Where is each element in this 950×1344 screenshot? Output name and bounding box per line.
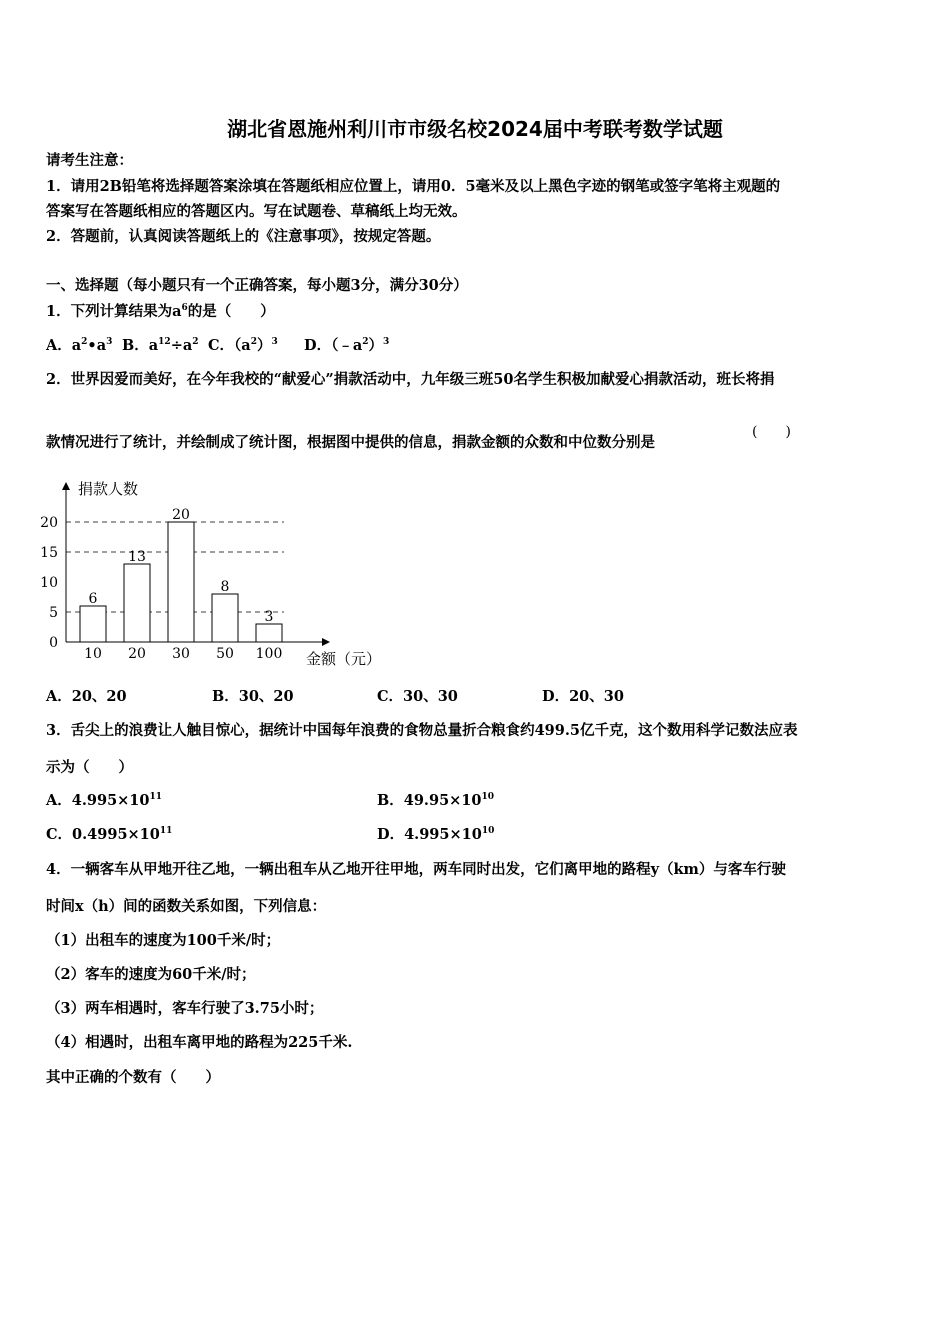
question-4-statement-4: （4）相遇时，出租车离甲地的路程为225千米. — [46, 1034, 353, 1051]
question-4-line-1: 4．一辆客车从甲地开往乙地，一辆出租车从乙地开往甲地，两车同时出发，它们离甲地的路程y（km）与客车行驶 — [46, 861, 786, 878]
y-tick-label-20: 20 — [40, 515, 58, 531]
question-2-option-d[interactable]: D．20、30 — [542, 688, 624, 705]
question-4-statement-1: （1）出租车的速度为100千米/时； — [46, 932, 281, 949]
y-tick-label-15: 15 — [40, 545, 58, 561]
question-2-option-b[interactable]: B．30、20 — [212, 688, 294, 705]
question-1-option-c[interactable]: C．$(a^2)^3$ — [208, 337, 278, 354]
question-3-option-b[interactable]: B．$49.95\times 10^{10}$ — [377, 792, 495, 809]
question-2-option-c[interactable]: C．30、30 — [377, 688, 458, 705]
donation-bar-chart — [40, 474, 390, 674]
x-tick-label-30: 30 — [172, 646, 190, 662]
bars — [80, 522, 282, 642]
bar-50 — [212, 594, 238, 642]
question-2-line-1: 2．世界因爱而美好，在今年我校的“献爱心”捐款活动中，九年级三班50名学生积极加献爱心捐款活动，班长将捐 — [46, 371, 775, 388]
bar-100 — [256, 624, 282, 642]
notice-item-2: 2．答题前，认真阅读答题纸上的《注意事项》，按规定答题。 — [46, 228, 441, 245]
y-tick-label-5: 5 — [49, 605, 58, 621]
bar-value-label-100: 3 — [264, 609, 274, 625]
y-tick-label-10: 10 — [40, 575, 58, 591]
question-1-option-b[interactable]: B．$a^{12}\div a^2$ — [122, 337, 199, 354]
question-1-option-a[interactable]: A．$a^2•a^3$ — [46, 337, 113, 354]
x-tick-label-20: 20 — [128, 646, 146, 662]
question-4-ask: 其中正确的个数有（ ） — [46, 1069, 220, 1086]
question-3-line-2: 示为（ ） — [46, 759, 133, 776]
bar-20 — [124, 564, 150, 642]
question-2-answer-paren: ( ) — [752, 424, 791, 440]
question-4-statement-2: （2）客车的速度为60千米/时； — [46, 966, 256, 983]
question-1-stem: 1．下列计算结果为$a^6$的是（ ） — [46, 303, 275, 320]
y-tick-label-0: 0 — [49, 635, 58, 651]
question-3-option-d[interactable]: D．$4.995\times 10^{10}$ — [377, 826, 495, 843]
bar-value-label-10: 6 — [88, 591, 98, 607]
page-title: 湖北省恩施州利川市市级名校2024届中考联考数学试题 — [227, 117, 723, 141]
bar-value-label-20: 13 — [128, 549, 146, 565]
notice-heading: 请考生注意： — [46, 152, 133, 169]
question-3-option-a[interactable]: A．$4.995\times 10^{11}$ — [46, 792, 163, 809]
section-heading: 一、选择题（每小题只有一个正确答案，每小题3分，满分30分） — [46, 277, 468, 294]
notice-item-1-line-1: 1．请用2B铅笔将选择题答案涂填在答题纸相应位置上，请用0．5毫米及以上黑色字迹的钢笔或签字笔将主观题的 — [46, 178, 781, 195]
question-4-line-2: 时间x（h）间的函数关系如图，下列信息： — [46, 898, 327, 915]
x-axis-label: 金额（元） — [306, 650, 382, 668]
bar-10 — [80, 606, 106, 642]
x-tick-label-10: 10 — [84, 646, 102, 662]
question-3-line-1: 3．舌尖上的浪费让人触目惊心，据统计中国每年浪费的食物总量折合粮食约499.5亿千克，这个数用科学记数法应表 — [46, 722, 798, 739]
notice-item-1-line-2: 答案写在答题纸相应的答题区内。写在试题卷、草稿纸上均无效。 — [46, 203, 467, 220]
question-4-statement-3: （3）两车相遇时，客车行驶了3.75小时； — [46, 1000, 324, 1017]
y-axis-label: 捐款人数 — [78, 480, 139, 498]
x-tick-label-100: 100 — [255, 646, 283, 662]
bar-30 — [168, 522, 194, 642]
question-2-line-2: 款情况进行了统计，并绘制成了统计图，根据图中提供的信息，捐款金额的众数和中位数分别是 — [46, 434, 655, 451]
question-1-option-d[interactable]: D．$(﹣a^2)^3$ — [304, 337, 390, 354]
x-tick-label-50: 50 — [216, 646, 234, 662]
question-2-option-a[interactable]: A．20、20 — [46, 688, 127, 705]
x-tick-labels — [84, 646, 282, 662]
y-tick-labels — [40, 515, 58, 651]
bar-value-label-30: 20 — [172, 507, 190, 523]
bar-value-label-50: 8 — [220, 579, 230, 595]
question-3-option-c[interactable]: C．$0.4995\times 10^{11}$ — [46, 826, 173, 843]
